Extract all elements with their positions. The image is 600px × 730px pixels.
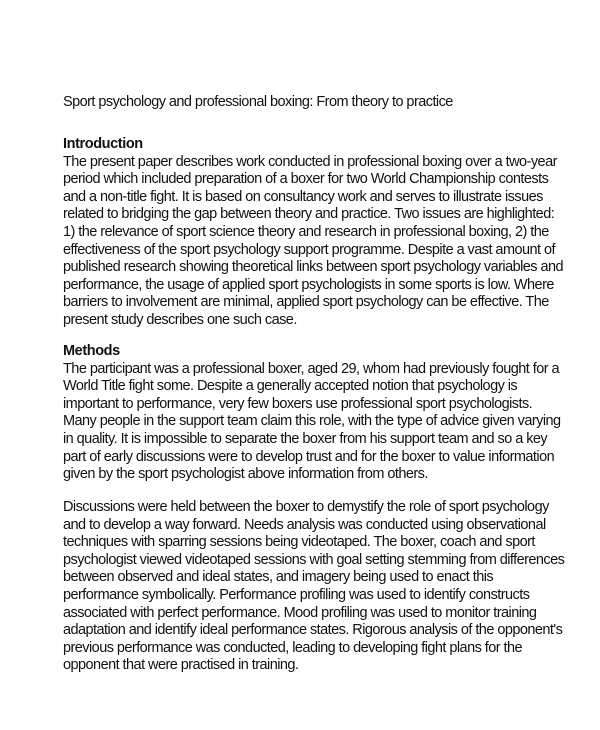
discussion-section <box>63 499 565 675</box>
paragraph-line: effectiveness of the sport psychology support programme. Despite a vast amount of <box>63 241 555 258</box>
paragraph-line: associated with perfect performance. Mood profiling was used to monitor training <box>63 604 537 621</box>
paragraph-line: 1) the relevance of sport science theory and research in professional boxing, 2) the <box>63 223 549 240</box>
paragraph-line: techniques with sparring sessions being videotaped. The boxer, coach and sport <box>63 534 535 551</box>
paragraph-line: adaptation and identify ideal performance states. Rigorous analysis of the opponent's <box>63 622 563 639</box>
paragraph-line: The present paper describes work conducted in professional boxing over a two-year <box>63 153 557 170</box>
paragraph-line: published research showing theoretical links between sport psychology variables and <box>63 259 564 276</box>
paragraph-line: performance symbolically. Performance profiling was used to identify constructs <box>63 586 530 603</box>
methods-section <box>63 343 561 484</box>
introduction-section <box>63 136 564 330</box>
paragraph-line: between observed and ideal states, and imagery being used to enact this <box>63 569 494 586</box>
methods-heading: Methods <box>63 343 120 359</box>
discussion-paragraph <box>63 499 565 675</box>
paragraph-line: World Title fight some. Despite a generally accepted notion that psychology is <box>63 378 518 395</box>
paragraph-line: Discussions were held between the boxer to demystify the role of sport psychology <box>63 499 549 515</box>
introduction-heading: Introduction <box>63 136 143 152</box>
paragraph-line: performance, the usage of applied sport psychologists in some sports is low. Where <box>63 276 554 293</box>
paragraph-line: important to performance, very few boxers use professional sport psychologists. <box>63 395 533 412</box>
paragraph-line: period which included preparation of a boxer for two World Championship contests <box>63 171 549 188</box>
paragraph-line: barriers to involvement are minimal, applied sport psychology can be effective. The <box>63 294 549 311</box>
paragraph-line: Many people in the support team claim this role, with the type of advice given varying <box>63 413 561 430</box>
paragraph-line: and a non-title fight. It is based on consultancy work and serves to illustrate issues <box>63 188 543 205</box>
paragraph-line: and to develop a way forward. Needs analysis was conducted using observational <box>63 516 546 533</box>
paragraph-line: previous performance was conducted, leading to developing fight plans for the <box>63 639 523 656</box>
paragraph-line: The participant was a professional boxer, aged 29, whom had previously fought for a <box>63 360 560 377</box>
introduction-paragraph <box>63 153 564 330</box>
paragraph-line: part of early discussions were to develop trust and for the boxer to value information <box>63 448 555 465</box>
document-title: Sport psychology and professional boxing: From theory to practice <box>63 94 453 110</box>
paragraph-line: opponent that were practised in training. <box>63 657 299 674</box>
paragraph-line: given by the sport psychologist above information from others. <box>63 466 428 483</box>
paragraph-line: psychologist viewed videotaped sessions with goal setting stemming from differences <box>63 551 565 568</box>
paragraph-line: related to bridging the gap between theory and practice. Two issues are highlighted: <box>63 206 555 223</box>
methods-paragraph <box>63 360 561 484</box>
paragraph-line: in quality. It is impossible to separate the boxer from his support team and so a key <box>63 430 548 447</box>
paragraph-line: present study describes one such case. <box>63 311 297 328</box>
